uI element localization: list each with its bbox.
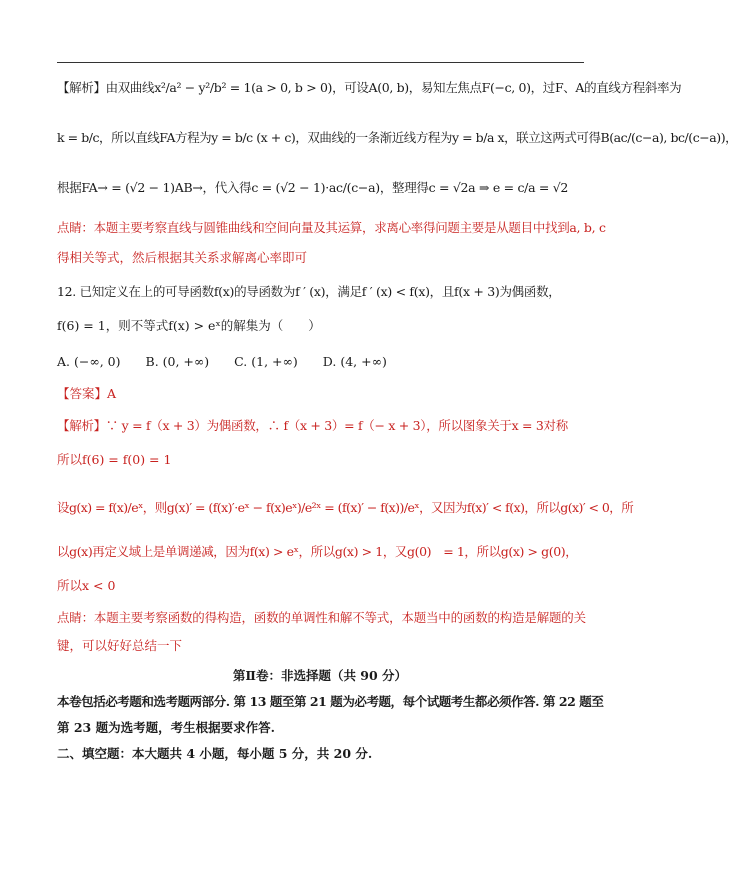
header-rule <box>57 62 584 63</box>
solution-line-1: 【解析】由双曲线x²/a² − y²/b² = 1(a > 0, b > 0)，可设A(0, b)，易知左焦点F(−c, 0)，过F、A的直线方程斜率为 <box>57 80 682 95</box>
analysis-line-3: 设g(x) = f(x)/eˣ，则g(x)′ = (f(x)′·eˣ − f(x)eˣ)/e²ˣ = (f(x)′ − f(x))/eˣ，又因为f(x)′ < f(x)，所以g(x)′ < 0，所 <box>57 500 634 515</box>
section-2-title: 第Ⅱ卷：非选择题（共 90 分） <box>232 668 408 683</box>
solution-line-3: 根据FA→ = (√2 − 1)AB→，代入得c = (√2 − 1)·ac/(c−a)，整理得c = √2a ⇒ e = c/a = √2 <box>57 180 569 195</box>
answer-label: 【答案】A <box>57 386 117 401</box>
analysis-line-4: 以g(x)再定义域上是单调递减，因为f(x) > eˣ，所以g(x) > 1，又g(0) = 1，所以g(x) > g(0)， <box>57 544 578 559</box>
question-12-line-1: 12. 已知定义在上的可导函数f(x)的导函数为f ′ (x)，满足f ′ (x) < f(x)，且f(x + 3)为偶函数， <box>57 284 561 299</box>
analysis-line-2: 所以f(6) = f(0) = 1 <box>57 452 172 467</box>
fill-in-blank-heading: 二、填空题：本大题共 4 小题，每小题 5 分，共 20 分. <box>57 746 373 761</box>
remark-line-2: 得相关等式，然后根据其关系求解离心率即可 <box>57 250 308 265</box>
section-2-desc-line-1: 本卷包括必考题和选考题两部分. 第 13 题至第 21 题为必考题，每个试题考生都必须作答. 第 22 题至 <box>57 694 604 709</box>
analysis-line-5: 所以x < 0 <box>57 578 116 593</box>
question-12-options: A. (−∞, 0) B. (0, +∞) C. (1, +∞) D. (4, +∞) <box>57 354 387 369</box>
solution-line-2: k = b/c，所以直线FA方程为y = b/c (x + c)，双曲线的一条渐近线方程为y = b/a x，联立这两式可得B(ac/(c−a), bc/(c−a))， <box>57 130 737 145</box>
analysis-line-1: 【解析】∵ y = f（x + 3）为偶函数，∴ f（x + 3）= f（− x + 3），所以图象关于x = 3对称 <box>57 418 568 433</box>
section-2-desc-line-2: 第 23 题为选考题，考生根据要求作答. <box>57 720 275 735</box>
remark-2-line-1: 点睛：本题主要考察函数的得构造，函数的单调性和解不等式，本题当中的函数的构造是解题的关 <box>57 610 586 625</box>
question-12-line-2: f(6) = 1，则不等式f(x) > eˣ的解集为（ ） <box>57 318 321 333</box>
remark-line-1: 点睛：本题主要考察直线与圆锥曲线和空间向量及其运算，求离心率得问题主要是从题目中找到a, b, c <box>57 220 606 235</box>
remark-2-line-2: 键，可以好好总结一下 <box>57 638 183 653</box>
